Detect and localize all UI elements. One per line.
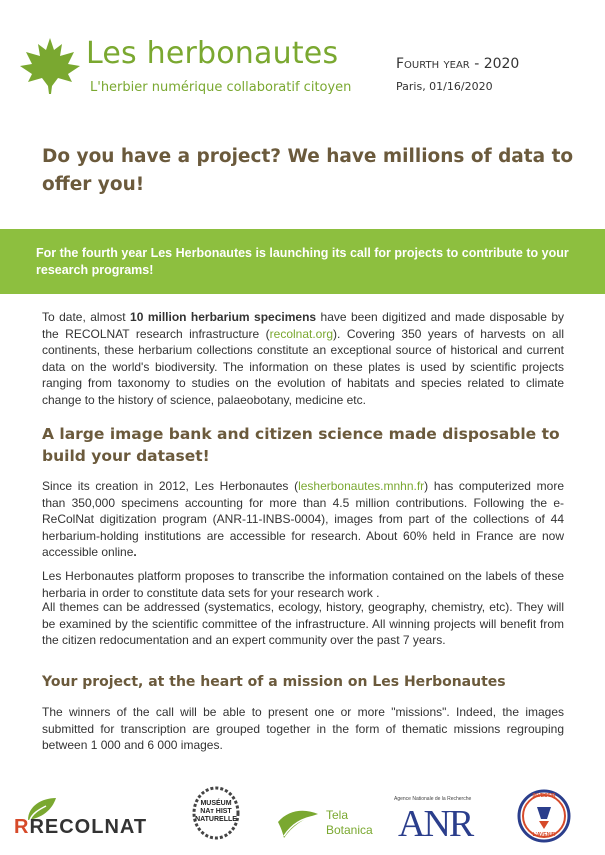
site-subtitle: L'herbier numérique collaboratif citoyen	[90, 80, 352, 95]
date-label: Paris, 01/16/2020	[396, 80, 493, 93]
section2-paragraph: The winners of the call will be able to present one or more "missions". Indeed, the images submitted for transcription are grouped together in the form of thematic missions regrouping between 1 000 and 6 000 images.	[42, 705, 564, 752]
section1-paragraph-3: All themes can be addressed (systematics, ecology, history, geography, chemistry, etc). They will be examined by the scientific committee of the infrastructure. All winning projects will benefit from the citizen redocumentation and an expert community over the past 7 years.	[42, 600, 564, 647]
section1-paragraph-2: Les Herbonautes platform proposes to transcribe the information contained on the labels of these herbaria in order to constitute data sets for your research work .	[42, 569, 564, 600]
museum-logo: MUSÉUM NAᴛ HIST NATURELLE	[191, 786, 241, 840]
section-heading-dataset: A large image bank and citizen science made disposable to build your dataset!	[42, 425, 560, 465]
herbonautes-link[interactable]: lesherbonautes.mnhn.fr	[298, 479, 425, 493]
section-heading-mission: Your project, at the heart of a mission on Les Herbonautes	[42, 674, 506, 690]
year-label: Fourth year - 2020	[396, 56, 520, 72]
section1-paragraph-1: Since its creation in 2012, Les Herbonautes (lesherbonautes.mnhn.fr) has computerized more than 350,000 specimens accounting for more than 4.5 million contributions. Following the e-ReColNat digitization program (ANR-11-INBS-0004), images from part of the collections of 44 herbarium-holding institutions are accessible for research. About 60% held in France are now accessible online.	[42, 479, 564, 559]
banner-text: For the fourth year Les Herbonautes is launching its call for projects to contribute to your research programs!	[36, 246, 569, 277]
recolnat-link[interactable]: recolnat.org	[269, 326, 334, 341]
headline: Do you have a project? We have millions of data to offer you!	[42, 146, 574, 195]
intro-paragraph: To date, almost 10 million herbarium specimens have been digitized and made disposable by the RECOLNAT research infrastructure (recolnat.org). Covering 350 years of harvests on all continents, these herbarium collections constitute an exceptional source of historical and current data on the world's biodiversity. The information on these plates is used by scientific projects ranging from taxonomy to studies on the evolution of habitats and species related to climate change to the history of science, palaeobotany, medicine etc.	[42, 310, 565, 407]
site-title: Les herbonautes	[86, 36, 339, 71]
highlight: 10 million herbarium specimens	[130, 310, 317, 324]
maple-leaf-icon	[18, 36, 82, 96]
investir-avenir-logo: INVESTIR L'AVENIR	[517, 789, 571, 843]
anr-logo: Agence Nationale de la Recherche ANR	[394, 796, 473, 845]
tela-botanica-logo: Tela Botanica	[274, 800, 384, 844]
recolnat-logo: RRECOLNAT	[14, 794, 149, 840]
